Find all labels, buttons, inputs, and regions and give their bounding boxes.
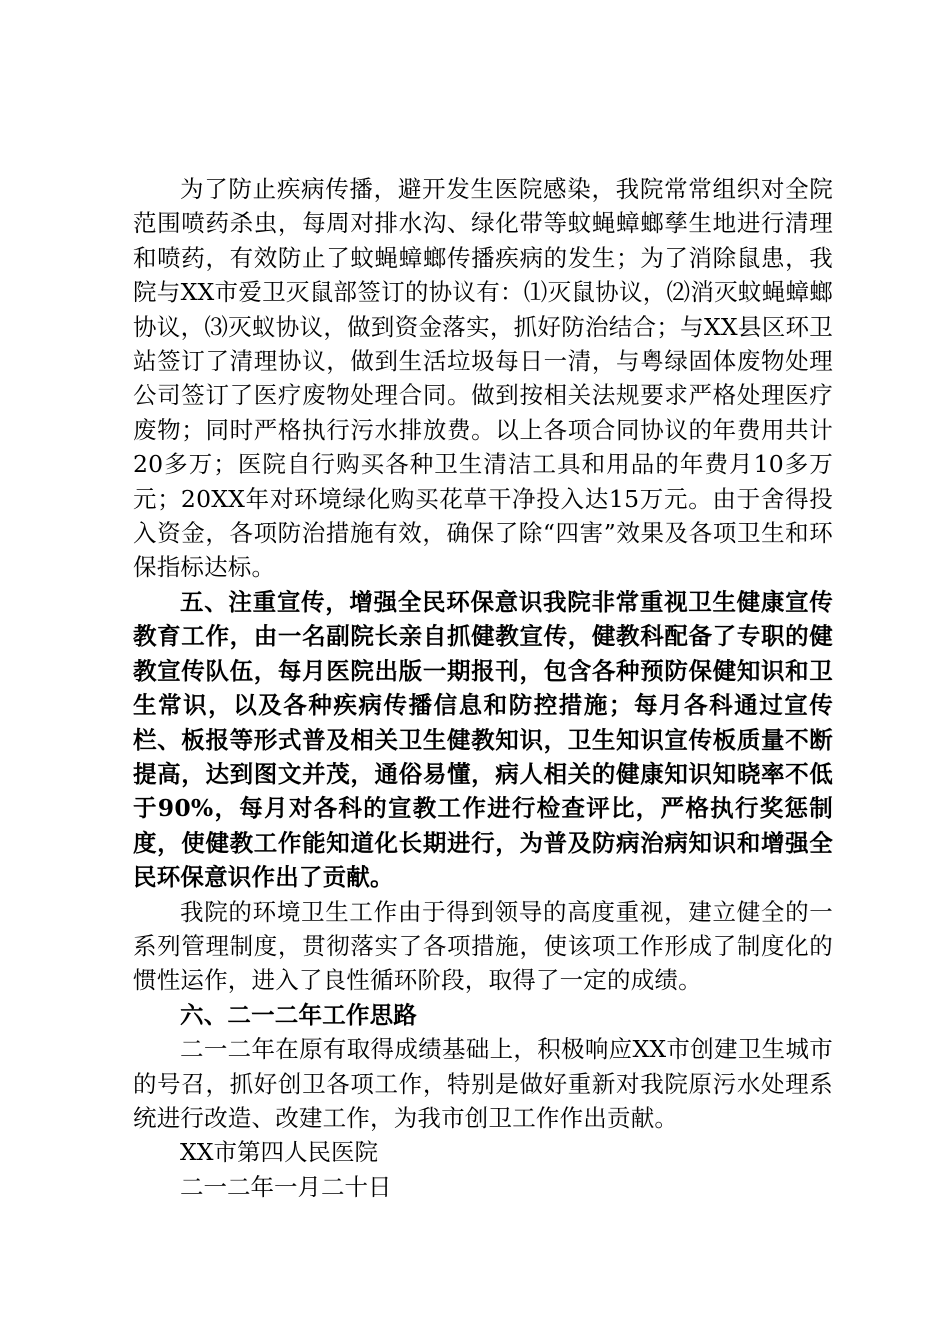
section-six-heading: 六、二一二年工作思路 (180, 1000, 417, 1029)
signature-date: 二一二年一月二十日 (180, 1172, 392, 1201)
paragraph-pest-control: 为了防止疾病传播，避开发生医院感染，我院常常组织对全院范围喷药杀虫，每周对排水沟、绿化带等蚊蝇蟑螂孳生地进行清理和喷药，有效防止了蚊蝇蟑螂传播疾病的发生；为了消除鼠患，我院与XX市爱卫灭鼠部签订的协议有：⑴灭鼠协议，⑵消灭蚊蝇蟑螂协议，⑶灭蚁协议，做到资金落实，抓好防治结合；与XX县区环卫站签订了清理协议，做到生活垃圾每日一清，与粤绿固体废物处理公司签订了医疗废物处理合同。做到按相关法规要求严格处理医疗废物；同时严格执行污水排放费。以上各项合同协议的年费用共计20多万；医院自行购买各种卫生清洁工具和用品的年费月10多万元；20XX年对环境绿化购买花草干净投入达15万元。由于舍得投入资金，各项防治措施有效，确保了除“四害”效果及各项卫生和环保指标达标。 (133, 175, 833, 582)
document-page (133, 172, 833, 1204)
paragraph-summary: 我院的环境卫生工作由于得到领导的高度重视，建立健全的一系列管理制度，贯彻落实了各项措施，使该项工作形成了制度化的惯性运作，进入了良性循环阶段，取得了一定的成绩。 (133, 897, 833, 995)
signature-organization: XX市第四人民医院 (180, 1138, 378, 1167)
section-five-publicity: 五、注重宣传，增强全民环保意识我院非常重视卫生健康宣传教育工作，由一名副院长亲自抓健教宣传，健教科配备了专职的健教宣传队伍，每月医院出版一期报刊，包含各种预防保健知识和卫生常识，以及各种疾病传播信息和防控措施；每月各科通过宣传栏、板报等形式普及相关卫生健教知识，卫生知识宣传板质量不断提高，达到图文并茂，通俗易懂，病人相关的健康知识知晓率不低于90%，每月对各科的宣教工作进行检查评比，严格执行奖惩制度，使健教工作能知道化长期进行，为普及防病治病知识和增强全民环保意识作出了贡献。 (133, 587, 833, 892)
paragraph-work-plan: 二一二年在原有取得成绩基础上，积极响应XX市创建卫生城市的号召，抓好创卫各项工作，特别是做好重新对我院原污水处理系统进行改造、改建工作，为我市创卫工作作出贡献。 (133, 1035, 833, 1132)
